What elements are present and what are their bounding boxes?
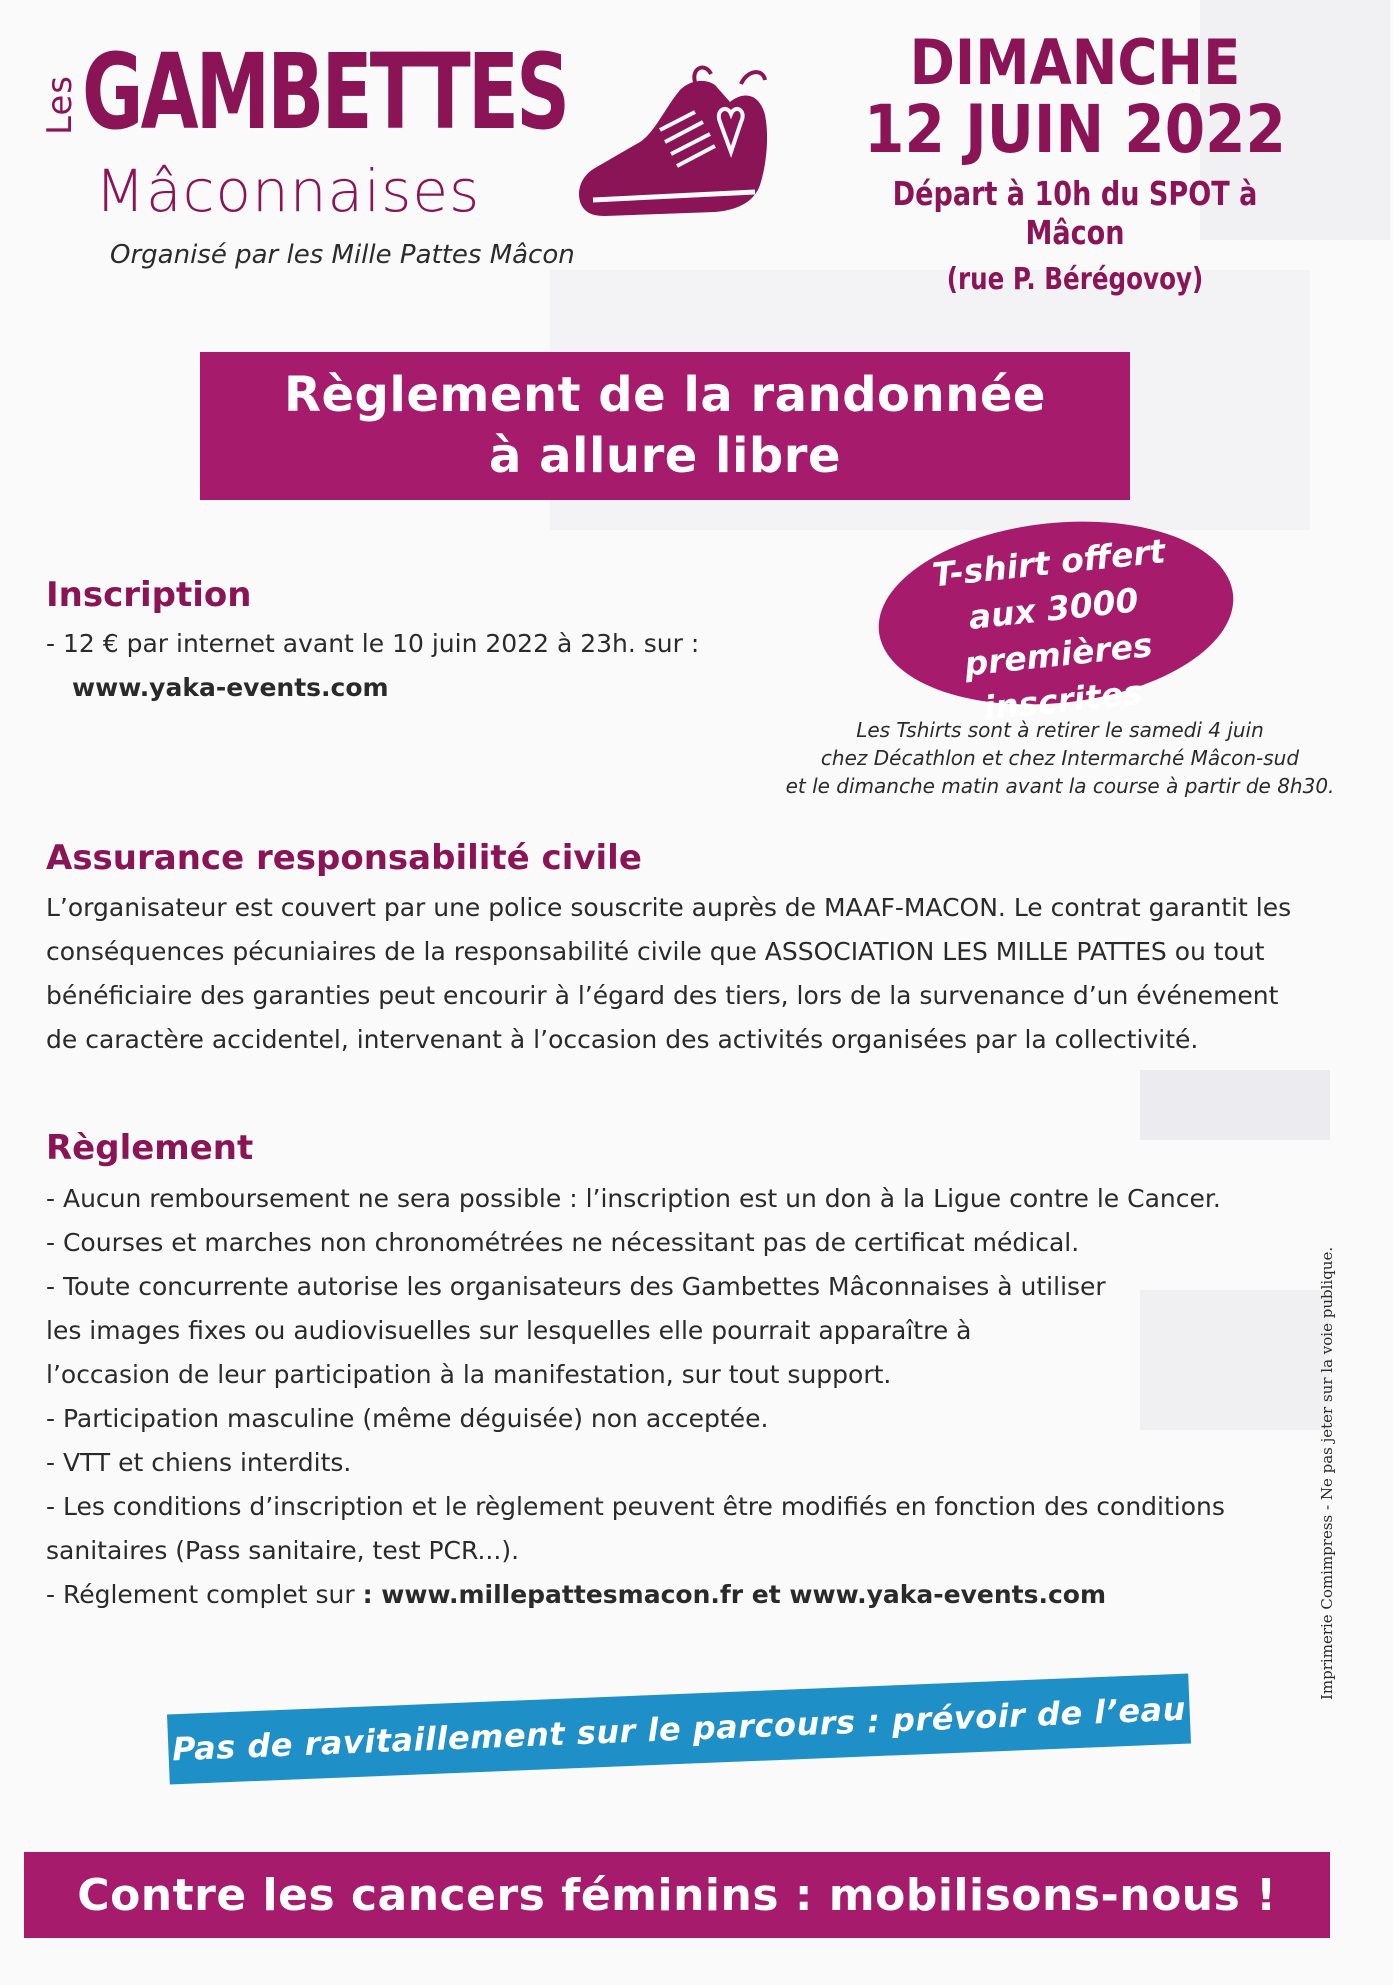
inscription-link[interactable]: www.yaka-events.com <box>72 673 389 702</box>
tshirt-pickup-note <box>760 716 1360 800</box>
reglement-line: sanitaires (Pass sanitaire, test PCR...). <box>46 1536 520 1565</box>
reglement-text <box>46 1177 1306 1617</box>
badge-line2: aux 3000 premières <box>962 580 1155 684</box>
event-date-block <box>800 26 1350 298</box>
slogan-banner <box>24 1852 1330 1938</box>
reglement-line: - Toute concurrente autorise les organisateurs des Gambettes Mâconnaises à utiliser <box>46 1272 1106 1301</box>
page-title-line1: Règlement de la randonnée <box>284 366 1046 423</box>
note-line2: chez Décathlon et chez Intermarché Mâcon-sud <box>820 746 1300 770</box>
reglement-complete-label: - Réglement complet sur <box>46 1580 363 1609</box>
reglement-line: - Les conditions d’inscription et le règlement peuvent être modifiés en fonction des conditions <box>46 1492 1225 1521</box>
reglement-line: - Courses et marches non chronométrées ne nécessitant pas de certificat médical. <box>46 1228 1080 1257</box>
tshirt-badge-text <box>867 522 1244 743</box>
page-title-line2: à allure libre <box>489 428 841 484</box>
badge-line3: inscrites <box>981 672 1145 728</box>
sneaker-icon <box>565 60 770 225</box>
logo-gambettes-text: GAMBETTES <box>82 31 568 153</box>
inscription-heading: Inscription <box>46 575 252 615</box>
organizer-text: Organisé par les Mille Pattes Mâcon <box>110 240 575 270</box>
assurance-line: bénéficiaire des garanties peut encourir à l’égard des tiers, lors de la survenance d’un événement <box>46 981 1279 1010</box>
note-line1: Les Tshirts sont à retirer le samedi 4 juin <box>856 718 1264 742</box>
reglement-heading: Règlement <box>46 1128 254 1168</box>
assurance-line: de caractère accidentel, intervenant à l’occasion des activités organisées par la collectivité. <box>46 1025 1199 1054</box>
reglement-line: - VTT et chiens interdits. <box>46 1448 352 1477</box>
event-day: DIMANCHE <box>909 26 1241 99</box>
water-notice-text: Pas de ravitaillement sur le parcours : prévoir de l’eau <box>171 1689 1187 1769</box>
assurance-line: conséquences pécuniaires de la responsabilité civile que ASSOCIATION LES MILLE PATTES ou tout <box>46 937 1265 966</box>
reglement-line: les images fixes ou audiovisuelles sur lesquelles elle pourrait apparaître à <box>46 1316 972 1345</box>
reglement-line: - Aucun remboursement ne sera possible : l’inscription est un don à la Ligue contre le Cancer. <box>46 1184 1221 1213</box>
inscription-line: - 12 € par internet avant le 10 juin 2022 à 23h. sur : <box>46 629 700 658</box>
event-departure: Départ à 10h du SPOT à Mâcon <box>892 174 1258 253</box>
event-street: (rue P. Bérégovoy) <box>946 262 1204 298</box>
badge-line1: T-shirt offert <box>930 531 1168 595</box>
assurance-text <box>46 886 1306 1062</box>
assurance-heading: Assurance responsabilité civile <box>46 838 642 878</box>
event-logo <box>40 31 760 280</box>
printer-imprint: Imprimerie Comimpress - Ne pas jeter sur la voie publique. <box>1318 1246 1336 1700</box>
event-date: 12 JUIN 2022 <box>864 91 1286 169</box>
reglement-line: l’occasion de leur participation à la manifestation, sur tout support. <box>46 1360 892 1389</box>
reglement-line: - Participation masculine (même déguisée) non acceptée. <box>46 1404 769 1433</box>
assurance-line: L’organisateur est couvert par une police souscrite auprès de MAAF-MACON. Le contrat garantit les <box>46 893 1292 922</box>
reglement-line <box>46 1573 1306 1617</box>
note-line3: et le dimanche matin avant la course à partir de 8h30. <box>785 774 1335 798</box>
logo-maconnaises-text: Mâconnaises <box>95 157 481 225</box>
page-title <box>200 352 1130 500</box>
reglement-links[interactable]: : www.millepattesmacon.fr et www.yaka-events.com <box>362 1580 1106 1609</box>
slogan-text: Contre les cancers féminins : mobilisons-nous ! <box>77 1869 1277 1921</box>
logo-les-text: Les <box>40 75 80 135</box>
